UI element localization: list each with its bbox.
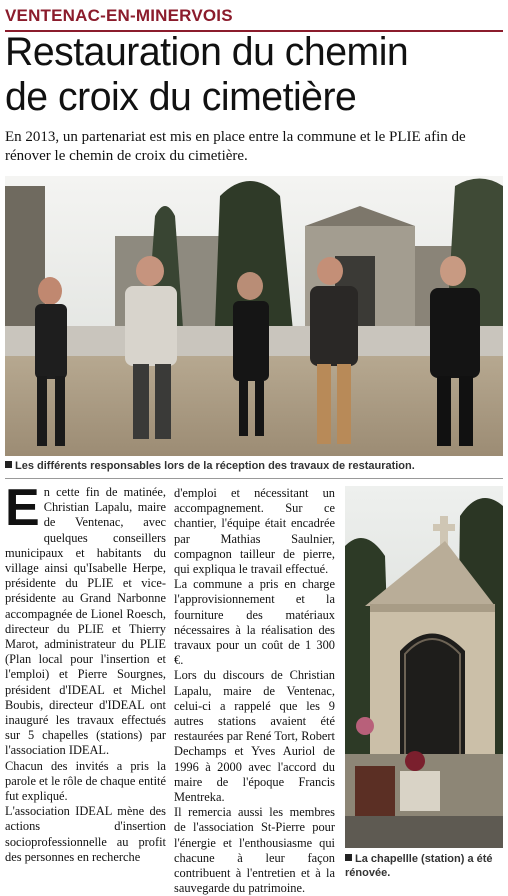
lead-paragraph: En 2013, un partenariat est mis en place entre la commune et le PLIE afin de rénover le chemin de croix du cimetière. — [5, 129, 466, 164]
photo2-caption-text: La chapellle (station) a été rénovée. — [345, 853, 493, 879]
paragraph: Lors du discours de Christian Lapalu, maire de Ventenac, celui-ci a rappelé que les 9 autres stations avaient été restaurées par René Tort, Robert Dechamps et Yves Auriol de 1996 à 2000 avec l'accord du maire de l'époque Francis Mentreka. — [174, 668, 335, 805]
kicker-bar — [5, 6, 503, 32]
paragraph: Il remercia aussi les membres de l'association St-Pierre pour l'énergie et l'enthousiasme qui chacune à leur façon contribuent à l'entretien et à la sauvegarde du patrimoine. — [174, 805, 335, 896]
paragraph: La commune a pris en charge l'approvisionnement et la fourniture des matériaux nécessaires à la réalisation des travaux pour un coût de 1 300 €. — [174, 577, 335, 668]
text-column-1 — [5, 479, 166, 865]
caption-bullet — [345, 854, 352, 861]
photo1-caption — [5, 460, 503, 472]
paragraph: Chacun des invités a pris la parole et le rôle de chaque entité fut expliqué. — [5, 758, 166, 804]
headline-line-1: Restauration du chemin — [5, 30, 409, 74]
paragraph: d'emploi et nécessitant un accompagnement. Sur ce chantier, l'équipe était encadrée par Mathias Saulnier, compagnon tailleur de pierre, qui expliqua le travail effectué. — [174, 486, 335, 577]
chapel-photo — [345, 486, 503, 848]
photo2-caption — [345, 852, 503, 880]
caption-bullet — [5, 461, 12, 468]
group-photo — [5, 176, 503, 456]
photo1-caption-text: Les différents responsables lors de la réception des travaux de restauration. — [15, 460, 415, 472]
drop-cap: E — [5, 479, 40, 537]
paragraph — [5, 479, 166, 759]
paragraph-text: n cette fin de matinée, Christian Lapalu, maire de Ventenac, avec quelques conseillers municipaux et habitants du village ainsi qu'Isabelle Herpe, présidente du PLIE et vice-présidente au Grand Narbonne accompagnée de Lionel Roesch, directeur du PLIE et Thierry Marot, administrateur du PLIE (Plan local pour l'insertion et l'emploi) et Pierre Sourgnes, président d'IDEAL et Michel Boubis, directeur d'IDEAL ont inauguré les travaux effectués sur 5 chapelles (stations) par l'association IDEAL. — [5, 485, 166, 758]
headline-line-2: de croix du cimetière — [5, 75, 357, 119]
paragraph: L'association IDEAL mène des actions d'insertion socioprofessionnelle au profit des personnes en recherche — [5, 804, 166, 864]
caption-divider — [5, 478, 503, 479]
headline — [5, 30, 493, 120]
kicker-label: VENTENAC-EN-MINERVOIS — [5, 6, 233, 25]
text-column-2 — [174, 486, 335, 896]
